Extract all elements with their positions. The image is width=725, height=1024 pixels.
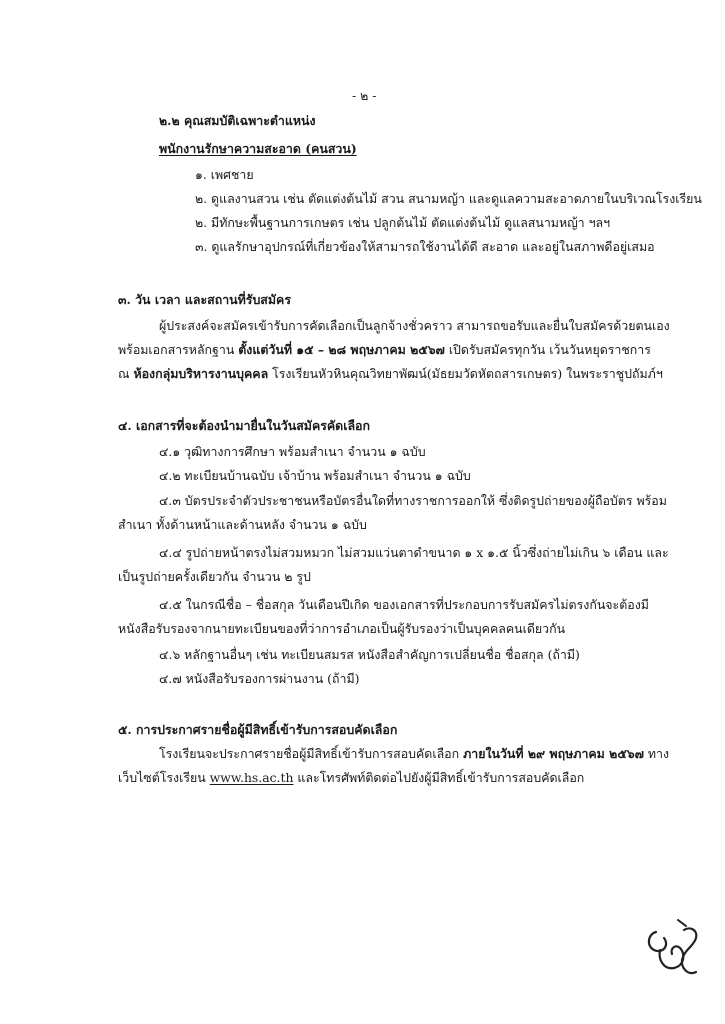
qualification-item: ๒. มีทักษะพื้นฐานการเกษตร เช่น ปลูกต้นไม้ ตัดแต่งต้นไม้ ดูแลสนามหญ้า ฯลฯ — [195, 215, 611, 230]
document-item: ๔.๓ บัตรประจำตัวประชาชนหรือบัตรอื่นใดที่ทางราชการออกให้ ซึ่งติดรูปถ่ายของผู้ถือบัตร พร้อม — [159, 493, 667, 508]
section-3-line — [118, 366, 663, 382]
document-item-continued: เป็นรูปถ่ายครั้งเดียวกัน จำนวน ๒ รูป — [118, 569, 311, 584]
application-dates: ตั้งแต่วันที่ ๑๕ – ๒๘ พฤษภาคม ๒๕๖๗ — [238, 342, 445, 357]
section-5-text: ทาง — [643, 746, 670, 761]
section-3-text: พร้อมเอกสารหลักฐาน — [118, 342, 239, 357]
section-3-text: ณ — [118, 366, 134, 381]
section-3-line: ผู้ประสงค์จะสมัครเข้ารับการคัดเลือกเป็นลูกจ้างชั่วคราว สามารถขอรับและยื่นใบสมัครด้วยตนเอง — [159, 318, 670, 333]
school-website-link[interactable]: www.hs.ac.th — [209, 770, 294, 785]
qualification-item: ๒. ดูแลงานสวน เช่น ตัดแต่งต้นไม้ สวน สนามหญ้า และดูแลความสะอาดภายในบริเวณโรงเรียน — [195, 191, 702, 206]
section-2-2-heading: ๒.๒ คุณสมบัติเฉพาะตำแหน่ง — [159, 113, 316, 128]
qualification-item: ๑. เพศชาย — [195, 167, 254, 182]
qualification-item: ๓. ดูแลรักษาอุปกรณ์ที่เกี่ยวข้องให้สามารถใช้งานได้ดี สะอาด และอยู่ในสภาพดีอยู่เสมอ — [195, 239, 655, 254]
document-item: ๔.๗ หนังสือรับรองการผ่านงาน (ถ้ามี) — [159, 671, 360, 686]
section-5-heading: ๕. การประกาศรายชื่อผู้มีสิทธิ์เข้ารับการสอบคัดเลือก — [118, 722, 398, 737]
document-item: ๔.๕ ในกรณีชื่อ – ชื่อสกุล วันเดือนปีเกิด ของเอกสารที่ประกอบการรับสมัครไม่ตรงกันจะต้องมี — [159, 597, 649, 612]
section-5-line — [118, 770, 584, 786]
application-location: ห้องกลุ่มบริหารงานบุคคล — [133, 366, 269, 381]
section-5-text: และโทรศัพท์ติดต่อไปยังผู้มีสิทธิ์เข้ารับการสอบคัดเลือก — [293, 770, 585, 785]
section-4-heading: ๔. เอกสารที่จะต้องนำมายื่นในวันสมัครคัดเลือก — [118, 418, 370, 433]
document-item: ๔.๒ ทะเบียนบ้านฉบับ เจ้าบ้าน พร้อมสำเนา จำนวน ๑ ฉบับ — [159, 468, 471, 483]
section-5-text: เว็บไซต์โรงเรียน — [118, 770, 210, 785]
section-3-line — [118, 342, 651, 358]
position-title: พนักงานรักษาความสะอาด (คนสวน) — [159, 141, 357, 156]
document-item-continued: สำเนา ทั้งด้านหน้าและด้านหลัง จำนวน ๑ ฉบับ — [118, 517, 367, 532]
section-3-text: โรงเรียนหัวหินคุณวิทยาพัฒน์(มัธยมวัดหัตถสารเกษตร) ในพระราชูปถัมภ์ฯ — [268, 366, 663, 381]
document-item: ๔.๑ วุฒิทางการศึกษา พร้อมสำเนา จำนวน ๑ ฉบับ — [159, 444, 426, 459]
handwritten-signature — [640, 912, 710, 982]
section-5-line — [159, 746, 669, 762]
page-number: - ๒ - — [352, 88, 377, 103]
section-3-text: เปิดรับสมัครทุกวัน เว้นวันหยุดราชการ — [444, 342, 651, 357]
announcement-date: ภายในวันที่ ๒๙ พฤษภาคม ๒๕๖๗ — [463, 746, 644, 761]
document-item: ๔.๖ หลักฐานอื่นๆ เช่น ทะเบียนสมรส หนังสือสำคัญการเปลี่ยนชื่อ ชื่อสกุล (ถ้ามี) — [159, 647, 580, 662]
document-item-continued: หนังสือรับรองจากนายทะเบียนของที่ว่าการอำเภอเป็นผู้รับรองว่าเป็นบุคคลคนเดียวกัน — [118, 621, 566, 636]
section-5-text: โรงเรียนจะประกาศรายชื่อผู้มีสิทธิ์เข้ารับการสอบคัดเลือก — [159, 746, 464, 761]
document-item: ๔.๔ รูปถ่ายหน้าตรงไม่สวมหมวก ไม่สวมแว่นตาดำขนาด ๑ x ๑.๕ นิ้วซึ่งถ่ายไม่เกิน ๖ เดือน และ — [159, 545, 669, 560]
section-3-heading: ๓. วัน เวลา และสถานที่รับสมัคร — [118, 292, 291, 307]
